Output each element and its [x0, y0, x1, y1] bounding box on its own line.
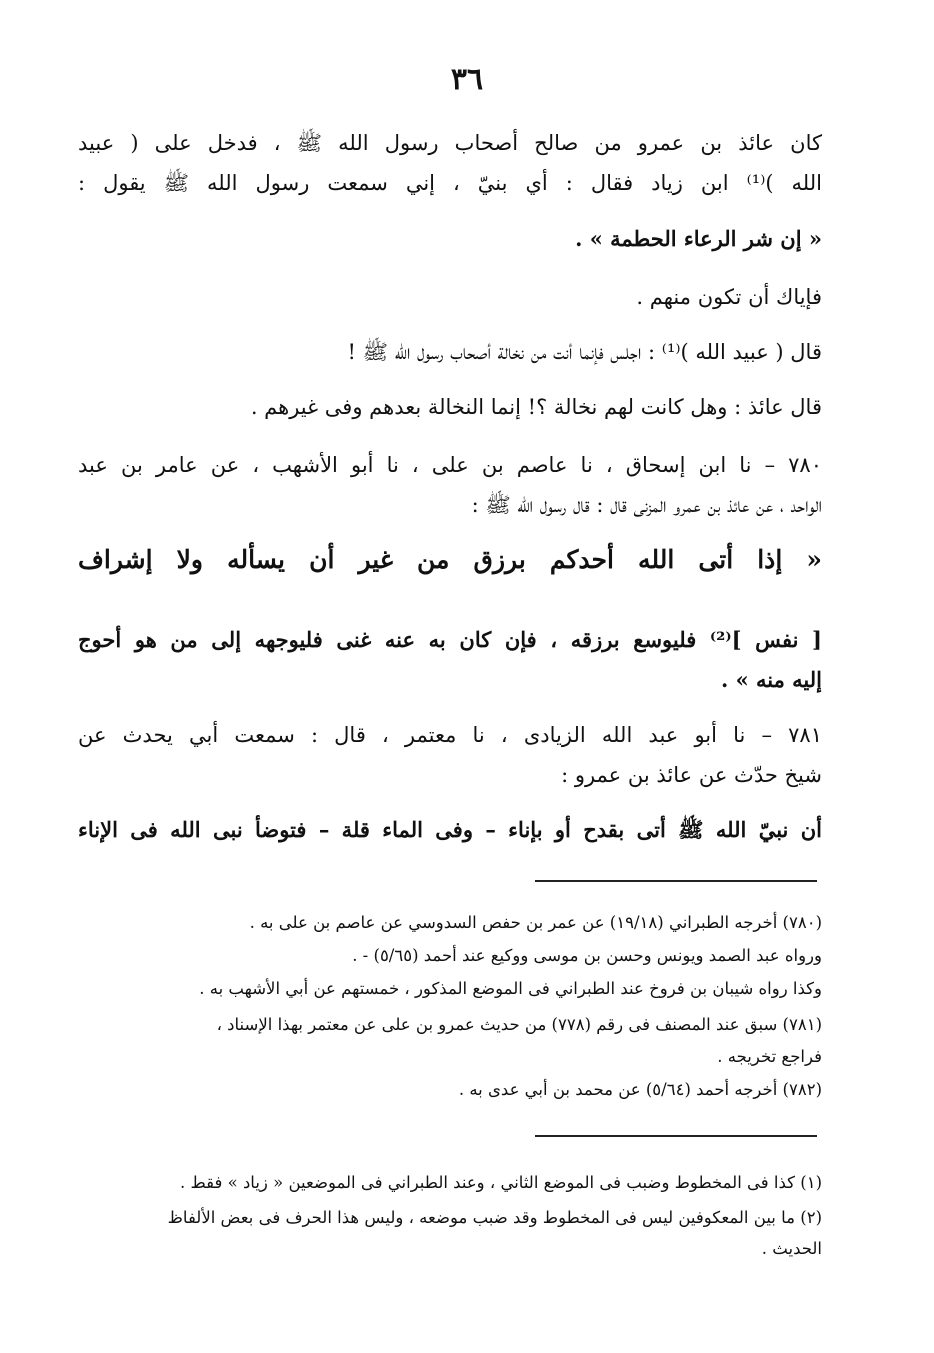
- body-line: قال ( عبيد الله )⁽¹⁾ : اجلس فإنما أنت من نخالة أصحاب رسول الله ﷺ !: [347, 340, 822, 364]
- footnote-line: (٧٨٠) أخرجه الطبراني (١٩/١٨) عن عمر بن حفص السدوسي عن عاصم بن على به .: [249, 913, 822, 932]
- footnote-line: (٧٨١) سبق عند المصنف فى رقم (٧٧٨) من حديث عمرو بن على عن معتمر بهذا الإسناد ،: [216, 1015, 822, 1034]
- footnote-line: ورواه عبد الصمد ويونس وحسن بن موسى ووكيع عند أحمد (٥/٦٥) - .: [352, 946, 822, 965]
- footnote-line: فراجع تخريجه .: [717, 1047, 822, 1066]
- hadith-line: إليه منه » .: [720, 667, 822, 692]
- footnote-line: (٧٨٢) أخرجه أحمد (٥/٦٤) عن محمد بن أبي عدى به .: [458, 1080, 822, 1099]
- body-line: كان عائذ بن عمرو من صالح أصحاب رسول الله ﷺ ، فدخل على ( عبيد: [78, 131, 822, 155]
- note-line: (١) كذا فى المخطوط وضبب فى الموضع الثاني ، وعند الطبراني فى الموضعين « زياد » فقط .: [179, 1173, 822, 1192]
- page-number: ٣٦: [450, 62, 484, 97]
- hadith-line: [ نفس ]⁽²⁾ فليوسع برزقه ، فإن كان به عنه غنى فليوجهه إلى من هو أحوج: [78, 627, 822, 652]
- note-line: (٢) ما بين المعكوفين ليس فى المخطوط وقد ضبب موضعه ، وليس هذا الحرف فى بعض الألفاظ: [167, 1208, 822, 1227]
- footnote-line: وكذا رواه شيبان بن فروخ عند الطبراني فى الموضع المذكور ، خمستهم عن أبي الأشهب به .: [199, 979, 822, 998]
- body-line: الله )⁽¹⁾ ابن زياد فقال : أي بنيّ ، إني سمعت رسول الله ﷺ يقول :: [78, 171, 822, 195]
- body-line: ٧٨١ – نا أبو عبد الله الزيادى ، نا معتمر ، قال : سمعت أبي يحدث عن: [78, 723, 822, 747]
- body-line: الواحد ، عن عائذ بن عمرو المزنى قال : قال رسول الله ﷺ :: [471, 493, 822, 517]
- footnote-separator: [535, 1135, 817, 1137]
- hadith-line: « إذا أتى الله أحدكم برزق من غير أن يسأله ولا إشراف: [78, 545, 822, 574]
- hadith-line: أن نبيّ الله ﷺ أتى بقدح أو بإناء – وفى الماء قلة – فتوضأ نبى الله فى الإناء: [78, 817, 822, 842]
- body-line: شيخ حدّث عن عائذ بن عمرو :: [561, 763, 822, 787]
- body-line: ٧٨٠ – نا ابن إسحاق ، نا عاصم بن على ، نا أبو الأشهب ، عن عامر بن عبد: [78, 453, 822, 477]
- footnote-separator: [535, 880, 817, 882]
- body-line: « إن شر الرعاء الحطمة » .: [575, 226, 822, 251]
- note-line: الحديث .: [761, 1239, 822, 1258]
- body-line: فإياك أن تكون منهم .: [636, 285, 822, 309]
- body-line: قال عائذ : وهل كانت لهم نخالة ؟! إنما النخالة بعدهم وفى غيرهم .: [250, 395, 822, 419]
